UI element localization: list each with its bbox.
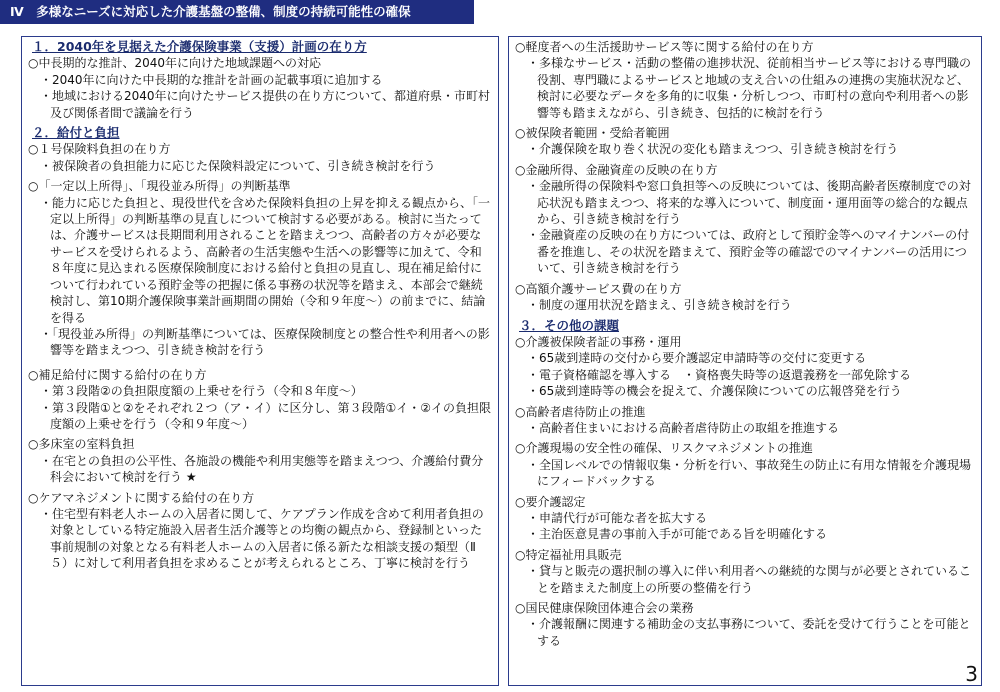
bullet-item: ・65歳到達時の交付から要介護認定申請時等の交付に変更する [527,351,867,366]
bullet-item: ・「現役並み所得」の判断基準については、医療保険制度との整合性や利用者への影響等を踏まえつつ、引き続き検討を行う [40,326,490,358]
bullet-item: ・65歳到達時等の機会を捉えて、介護保険についての広報啓発を行う [527,384,902,399]
left-panel [21,36,499,686]
bullet-item: ・能力に応じた負担と、現役世代を含めた保険料負担の上昇を抑える観点から、「一定以上所得」の判断基準の見直しについて検討する必要がある。検討に当たっては、介護サービスは長期間利用されることを踏まえつつ、高齢者の方々が必要なサービスを受けられるよう、高齢者の生活実態や生活への影響等に加えて、令和８年度に見込まれる医療保険制度における給付と負担の見直し、現在補足給付について行われている預貯金等の把握に係る事務の状況等を踏まえ、本部会で継続検討し、第10期介護保険事業計画期間の開始（令和９年度～）の前までに、結論を得る [40,195,491,325]
topic-block [515,162,975,277]
bullet-item: ・金融所得の保険料や窓口負担等への反映については、後期高齢者医療制度での対応状況も踏まえつつ、将来的な導入について、制度面・運用面等の総合的な観点から、引き続き検討を行う [527,179,971,227]
topic-block [28,55,492,121]
bullet-item: ・貸与と販売の選択制の導入に伴い利用者への継続的な関与が必要とされていることを踏まえた制度上の所要の整備を行う [527,564,972,595]
bullet-item: ・地域における2040年に向けたサービス提供の在り方について、都道府県・市町村及び関係者間で議論を行う [40,89,491,120]
topic-block [515,334,975,400]
topic-heading: ○「一定以上所得」、「現役並み所得」の判断基準 [28,179,291,194]
topic-heading: ○被保険者範囲・受給者範囲 [515,126,670,141]
page-number: 3 [965,662,978,686]
topic-block [28,490,492,572]
bullet-item: ・金融資産の反映の在り方については、政府として預貯金等へのマイナンバーの付番を推進し、その状況を踏まえて、預貯金等の確認でのマイナンバーの活用について、引き続き検討を行う [527,228,970,276]
topic-block [515,39,975,121]
bullet-item: ・住宅型有料老人ホームの入居者に関して、ケアプラン作成を含めて利用者負担の対象としている特定施設入居者生活介護等との均衡の観点から、登録制といった事前規制の対象となる有料老人ホームの入居者に係る新たな相談支援の類型（Ⅱ５）に対して利用者負担を求めることが考えられるところ、丁寧に検討を行う [40,506,484,571]
right-panel [508,36,982,686]
bullet-item: ・全国レベルでの情報収集・分析を行い、事故発生の防止に有用な情報を介護現場にフィードバックする [527,457,972,489]
bullet-item: ・高齢者住まいにおける高齢者虐待防止の取組を推進する [527,420,840,435]
topic-block [28,178,492,358]
topic-block [28,141,492,174]
topic-heading: ○金融所得、金融資産の反映の在り方 [515,162,718,177]
topic-block [515,404,975,437]
topic-heading: ○特定福祉用具販売 [515,547,622,562]
bullet-item: ・被保険者の負担能力に応じた保険料設定について、引き続き検討を行う [40,158,436,173]
topic-block [515,125,975,158]
bullet-item: ・第３段階②の負担限度額の上乗せを行う（令和８年度～） [40,384,363,399]
topic-heading: ○高額介護サービス費の在り方 [515,281,682,296]
section-heading: ３．その他の課題 [519,317,620,333]
topic-block [515,494,975,543]
section-heading: １．2040年を見据えた介護保険事業（支援）計画の在り方 [32,39,367,54]
topic-block [28,436,492,485]
topic-heading: ○介護現場の安全性の確保、リスクマネジメントの推進 [515,441,813,456]
bullet-item: ・2040年に向けた中長期的な推計を計画の記載事項に追加する [40,72,383,87]
bullet-item: ・第３段階①と②をそれぞれ２つ（ア・イ）に区分し、第３段階①イ・②イの負担限度額の上乗せを行う（令和９年度～） [40,400,492,431]
bullet-item: ・制度の運用状況を踏まえ、引き続き検討を行う [527,298,792,313]
bullet-item: ・多様なサービス・活動の整備の進捗状況、従前相当サービス等における専門職の役割、専門職によるサービスと地域の支え合いの仕組みの連携の実施状況など、検討に必要なデータを多角的に収集・分析しつつ、市町村の意向や利用者への影響等も踏まえながら、引き続き、包括的に検討を行う [527,56,972,120]
topic-heading: ○介護被保険者証の事務・運用 [515,334,682,349]
section-heading: ２．給付と負担 [32,125,120,141]
topic-heading: ○中長期的な推計、2040年に向けた地域課題への対応 [28,56,322,71]
topic-block [515,600,975,649]
topic-heading: ○多床室の室料負担 [28,437,135,452]
bullet-item: ・在宅との負担の公平性、各施設の機能や利用実態等を踏まえつつ、介護給付費分科会において検討を行う ★ [40,453,484,485]
topic-heading: ○１号保険料負担の在り方 [28,142,171,157]
bullet-item: ・電子資格確認を導入する ・資格喪失時等の返還義務を一部免除する [527,367,912,382]
topic-heading: ○ケアマネジメントに関する給付の在り方 [28,490,255,505]
topic-heading: ○要介護認定 [515,494,586,509]
topic-block [515,281,975,314]
topic-block [28,367,492,433]
bullet-item: ・主治医意見書の事前入手が可能である旨を明確化する [527,527,828,542]
topic-heading: ○補足給付に関する給付の在り方 [28,367,207,382]
topic-heading: ○高齢者虐待防止の推進 [515,404,646,419]
bullet-item: ・介護保険を取り巻く状況の変化も踏まえつつ、引き続き検討を行う [527,142,899,157]
topic-heading: ○国民健康保険団体連合会の業務 [515,601,694,615]
section-banner: Ⅳ 多様なニーズに対応した介護基盤の整備、制度の持続可能性の確保 [0,0,474,24]
bullet-item: ・介護報酬に関連する補助金の支払事務について、委託を受けて行うことを可能とする [527,617,971,648]
topic-block [515,440,975,489]
bullet-item: ・申請代行が可能な者を拡大する [527,510,708,525]
topic-heading: ○軽度者への生活援助サービス等に関する給付の在り方 [515,40,814,54]
topic-block [515,547,975,596]
